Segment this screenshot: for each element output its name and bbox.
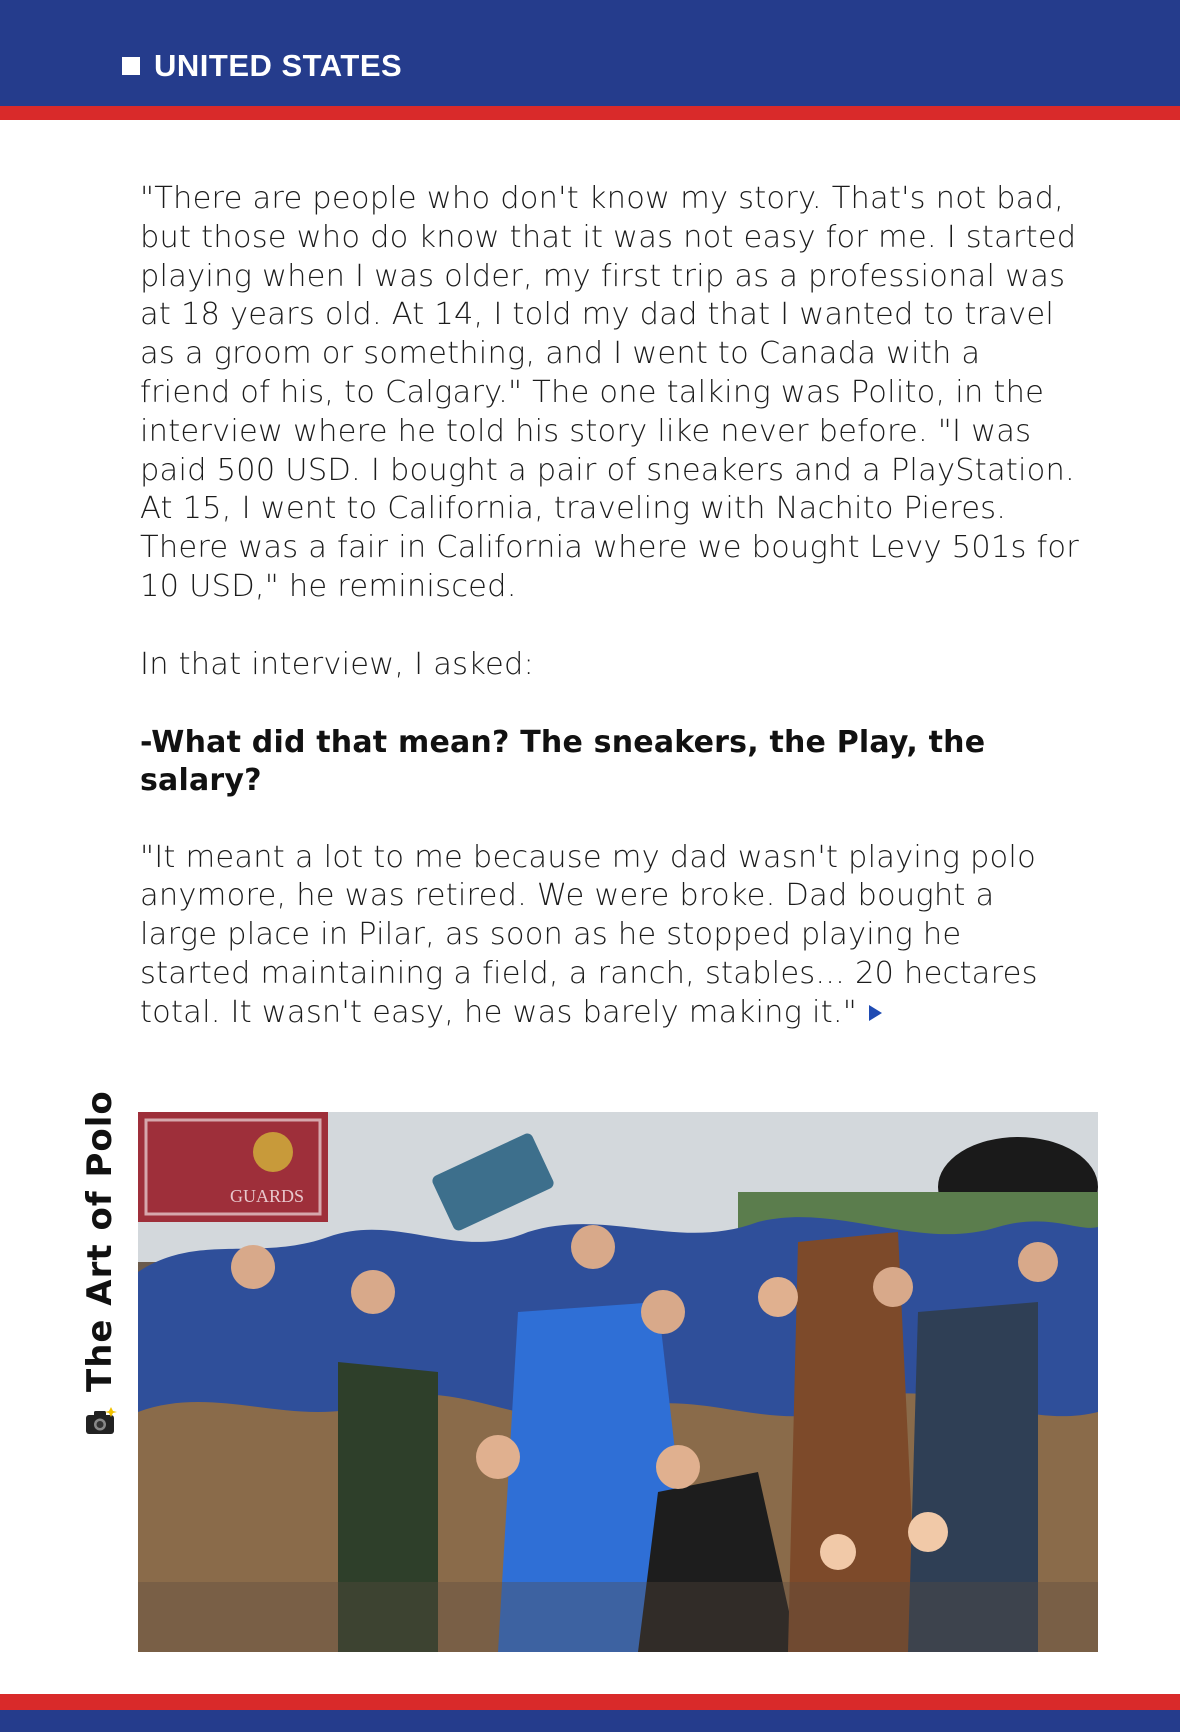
crowd-celebration-trophy-photo: [138, 1112, 1098, 1652]
article-body: [140, 180, 1080, 1033]
square-bullet-icon: [122, 57, 140, 75]
paragraph-answer: [140, 839, 1080, 1033]
section-title: UNITED STATES: [154, 48, 403, 83]
camera-flash-icon: [83, 1406, 117, 1440]
answer-text: "It meant a lot to me because my dad wasn't playing polo anymore, he was retired. We were broke. Dad bought a large place in Pilar, as soon as he stopped playing he started maintaining a field, a ranch, stables... 20 hectares total. It wasn't easy, he was barely making it.": [140, 839, 1038, 1030]
footer-bar: [0, 1710, 1180, 1732]
interview-question: -What did that mean? The sneakers, the Play, the salary?: [140, 724, 986, 798]
play-triangle-icon: [869, 1005, 882, 1021]
brand-title: The Art of Polo: [80, 1090, 120, 1392]
paragraph-intro: "There are people who don't know my story. That's not bad, but those who do know that it was not easy for me. I started playing when I was older, my first trip as a professional was at 18 years old. At 14, I told my dad that I wanted to travel as a groom or something, and I went to Canada with a friend of his, to Calgary." The one talking was Polito, in the interview where he told his story like never before. "I was paid 500 USD. I bought a pair of sneakers and a PlayStation. At 15, I went to California, traveling with Nachito Pieres. There was a fair in California where we bought Levy 501s for 10 USD," he reminisced.: [140, 181, 1079, 604]
footer-red-stripe: [0, 1694, 1180, 1710]
paragraph-question-lead: In that interview, I asked:: [140, 646, 534, 682]
banner-text: GUARDS: [230, 1186, 305, 1206]
side-brand: [80, 1090, 120, 1440]
header-red-stripe: [0, 106, 1180, 120]
section-label: [122, 48, 402, 84]
